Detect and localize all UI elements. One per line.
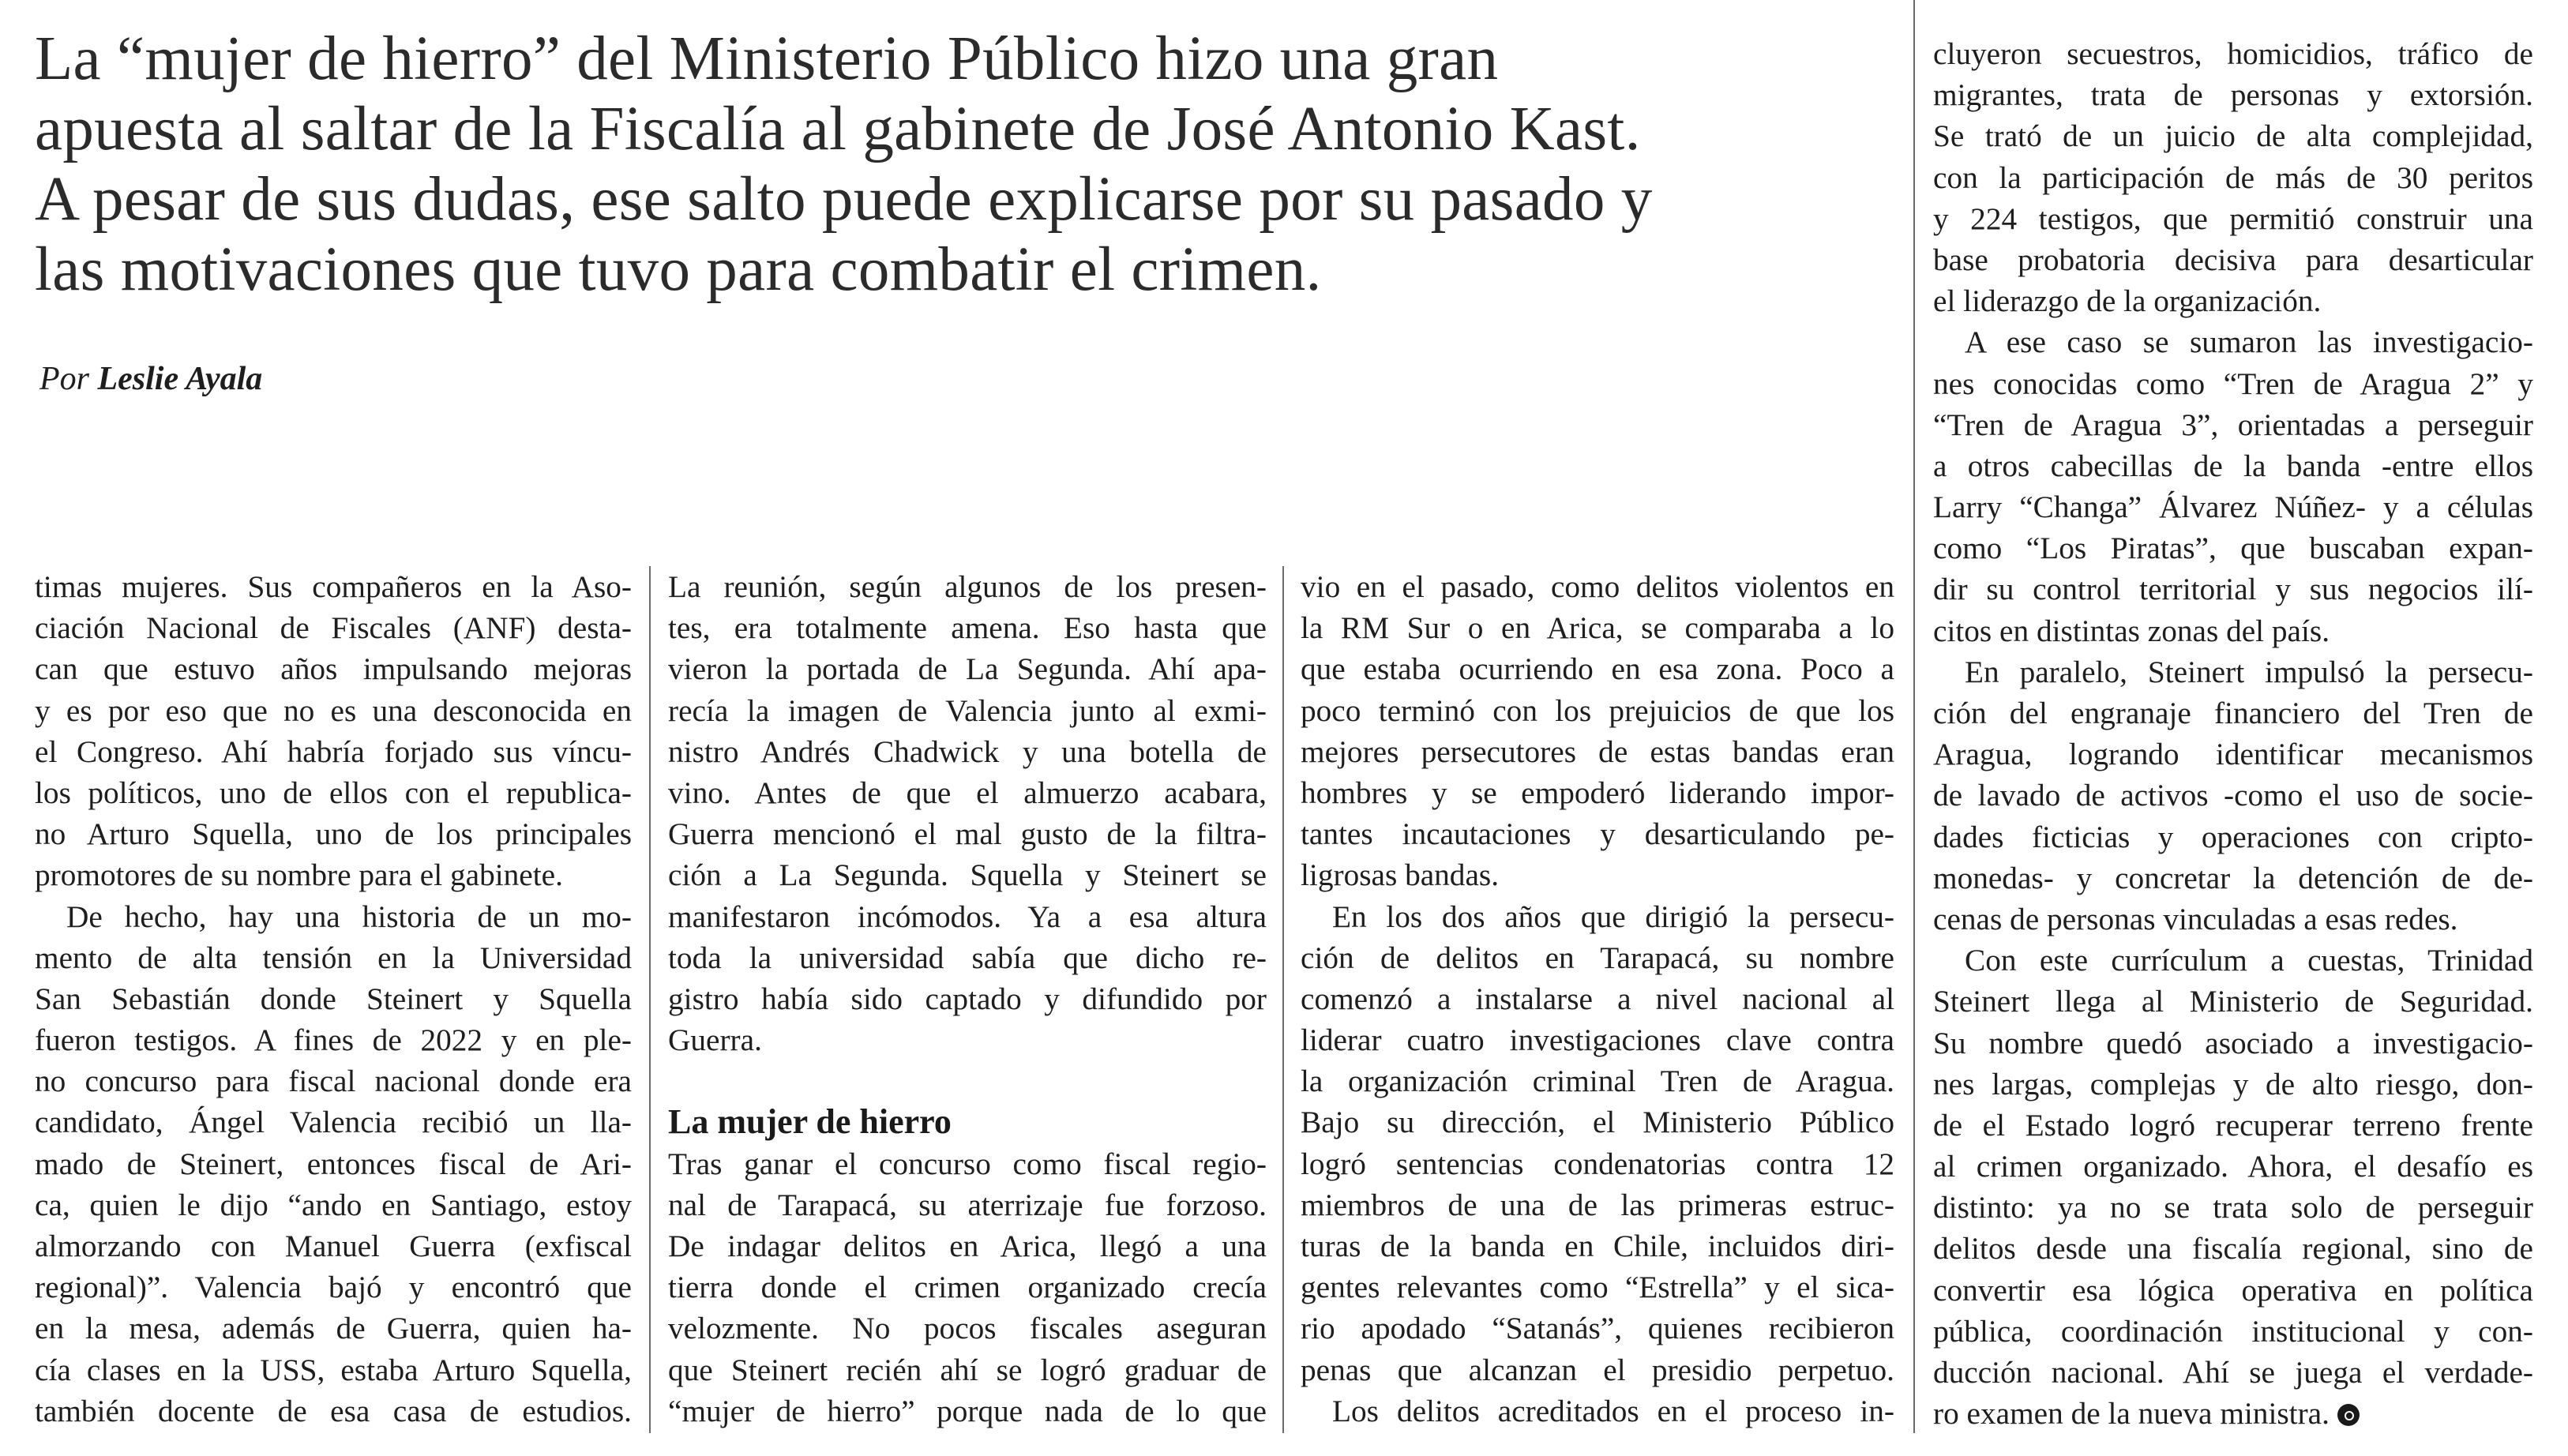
text-line: citos en distintas zonas del país. (1933, 613, 2330, 648)
text-line: Con este currículum a cuestas, Trinidad (1965, 943, 2533, 978)
text-line: de el Estado logró recuperar terreno frente (1933, 1107, 2533, 1143)
text-line: toda la universidad sabía que dicho re- (668, 940, 1267, 975)
text-line: fueron testigos. A fines de 2022 y en ple- (35, 1023, 632, 1058)
text-line: nes largas, complejas y de alto riesgo, don- (1933, 1066, 2533, 1101)
text-line: Su nombre quedó asociado a investigacio- (1933, 1025, 2533, 1060)
text-line: convertir esa lógica operativa en política (1933, 1272, 2533, 1308)
text-line: ción a La Segunda. Squella y Steinert se (668, 857, 1267, 893)
text-line: no Arturo Squella, uno de los principales (35, 816, 632, 852)
text-line: el liderazgo de la organización. (1933, 283, 2322, 319)
text-line: Tras ganar el concurso como fiscal regio- (668, 1146, 1267, 1181)
text-line: mento de alta tensión en la Universidad (35, 940, 632, 975)
text-line: velozmente. No pocos fiscales aseguran (668, 1311, 1267, 1346)
text-line: ducción nacional. Ahí se juega el verdade- (1933, 1355, 2533, 1390)
text-line: tantes incautaciones y desarticulando pe- (1301, 816, 1894, 852)
text-line: miembros de una de las primeras estruc- (1301, 1187, 1894, 1222)
column-divider (1913, 0, 1915, 1433)
byline-author: Leslie Ayala (97, 361, 263, 397)
text-line: cluyeron secuestros, homicidios, tráfico de (1933, 36, 2533, 71)
text-line: la RM Sur o en Arica, se comparaba a lo (1301, 610, 1894, 646)
column-divider (1282, 566, 1284, 1433)
text-line: can que estuvo años impulsando mejoras (35, 651, 632, 687)
text-line: gentes relevantes como “Estrella” y el sica- (1301, 1270, 1894, 1305)
text-line: nistro Andrés Chadwick y una botella de (668, 734, 1267, 769)
text-line: no concurso para fiscal nacional donde era (35, 1064, 632, 1099)
text-line: Bajo su dirección, el Ministerio Público (1301, 1105, 1894, 1140)
text-column-4 (1933, 33, 2533, 1434)
text-line: Steinert llega al Ministerio de Seguridad. (1933, 984, 2533, 1019)
text-line: gistro había sido captado y difundido por (668, 981, 1267, 1016)
text-line: rio apodado “Satanás”, quienes recibieron (1301, 1311, 1894, 1346)
text-line: pública, coordinación institucional y con- (1933, 1313, 2533, 1349)
text-line: poco terminó con los prejuicios de que los (1301, 692, 1894, 728)
text-line: vino. Antes de que el almuerzo acabara, (668, 775, 1267, 810)
text-line: tes, era totalmente amena. Eso hasta que (668, 610, 1267, 646)
text-line: que estaba ocurriendo en esa zona. Poco a (1301, 651, 1894, 687)
text-line: monedas- y concretar la detención de de- (1933, 860, 2533, 895)
text-line: timas mujeres. Sus compañeros en la Aso- (35, 569, 632, 604)
text-line: que Steinert recién ahí se logró graduar de (668, 1352, 1267, 1387)
text-line: vieron la portada de La Segunda. Ahí apa- (668, 651, 1267, 687)
end-of-article-icon (2337, 1404, 2360, 1426)
text-line: promotores de su nombre para el gabinete. (35, 857, 563, 893)
text-line: con la participación de más de 30 peritos (1933, 159, 2533, 195)
text-line: ligrosas bandas. (1301, 857, 1500, 893)
text-line: el Congreso. Ahí habría forjado sus víncu- (35, 734, 632, 769)
text-line: “mujer de hierro” porque nada de lo que (668, 1393, 1267, 1428)
text-line: y 224 testigos, que permitió construir una (1933, 201, 2533, 236)
text-line: comenzó a instalarse a nivel nacional al (1301, 981, 1894, 1016)
text-line: al crimen organizado. Ahora, el desafío es (1933, 1149, 2533, 1184)
text-line: En paralelo, Steinert impulsó la persecu- (1965, 654, 2533, 689)
section-spacer (668, 1060, 1267, 1101)
text-line: candidato, Ángel Valencia recibió un lla- (35, 1105, 632, 1140)
text-line: en la mesa, además de Guerra, quien ha- (35, 1311, 632, 1346)
text-line: Larry “Changa” Álvarez Núñez- y a células (1933, 490, 2533, 525)
deck-line: La “mujer de hierro” del Ministerio Público hizo una gran (35, 24, 1499, 93)
text-line: distinto: ya no se trata solo de perseguir (1933, 1190, 2533, 1225)
text-line: como “Los Piratas”, que buscaban expan- (1933, 531, 2533, 566)
text-line: cía clases en la USS, estaba Arturo Squella, (35, 1352, 632, 1387)
text-line: manifestaron incómodos. Ya a esa altura (668, 899, 1267, 934)
text-line: turas de la banda en Chile, incluidos diri- (1301, 1229, 1894, 1263)
text-line: A ese caso se sumaron las investigacio- (1965, 325, 2533, 360)
text-column-3 (1301, 566, 1894, 1432)
text-line: almorzando con Manuel Guerra (exfiscal (35, 1229, 632, 1263)
text-line: recía la imagen de Valencia junto al exmi- (668, 692, 1267, 728)
text-line: delitos desde una fiscalía regional, sino de (1933, 1231, 2533, 1266)
text-line: liderar cuatro investigaciones clave contra (1301, 1023, 1894, 1058)
text-line: Guerra. (668, 1023, 762, 1058)
section-heading: La mujer de hierro (668, 1102, 952, 1142)
text-line (1933, 1393, 2533, 1434)
deck-line: A pesar de sus dudas, ese salto puede explicarse por su pasado y (35, 165, 1653, 234)
deck-line: las motivaciones que tuvo para combatir el crimen. (35, 235, 1322, 304)
text-line: ción de delitos en Tarapacá, su nombre (1301, 940, 1894, 975)
text-line: y es por eso que no es una desconocida en (35, 692, 632, 728)
text-line: también docente de esa casa de estudios. (35, 1393, 632, 1428)
text-line: de lavado de activos -como el uso de socie- (1933, 778, 2533, 813)
text-line: Aragua, logrando identificar mecanismos (1933, 737, 2533, 772)
text-line: penas que alcanzan el presidio perpetuo. (1301, 1352, 1894, 1387)
text-line: migrantes, trata de personas y extorsión. (1933, 77, 2533, 113)
text-line: a otros cabecillas de la banda -entre ellos (1933, 448, 2533, 483)
text-line: Guerra mencionó el mal gusto de la filtra- (668, 816, 1267, 852)
text-line: mejores persecutores de estas bandas eran (1301, 734, 1894, 769)
text-line: ca, quien le dijo “ando en Santiago, estoy (35, 1187, 632, 1222)
text-line: ción del engranaje financiero del Tren de (1933, 696, 2533, 730)
text-line: regional)”. Valencia bajó y encontró que (35, 1270, 632, 1305)
text-line: La reunión, según algunos de los presen- (668, 569, 1267, 604)
last-line-text: ro examen de la nueva ministra. (1933, 1396, 2330, 1432)
text-line: Se trató de un juicio de alta complejidad, (1933, 118, 2533, 154)
text-line: tierra donde el crimen organizado crecía (668, 1270, 1267, 1305)
byline-prefix: Por (39, 361, 89, 397)
text-line: dir su control territorial y sus negocios ilí- (1933, 572, 2533, 607)
text-line: la organización criminal Tren de Aragua. (1301, 1064, 1894, 1099)
text-line: vio en el pasado, como delitos violentos en (1301, 569, 1894, 604)
text-line: base probatoria decisiva para desarticular (1933, 242, 2533, 277)
column-divider (649, 566, 651, 1433)
text-line: logró sentencias condenatorias contra 12 (1301, 1146, 1894, 1181)
text-line: hombres y se empoderó liderando impor- (1301, 775, 1894, 810)
text-line: nal de Tarapacá, su aterrizaje fue forzoso. (668, 1187, 1267, 1222)
text-line: En los dos años que dirigió la persecu- (1332, 899, 1894, 934)
text-line: De hecho, hay una historia de un mo- (66, 899, 632, 934)
text-line: San Sebastián donde Steinert y Squella (35, 981, 632, 1016)
text-line: Los delitos acreditados en el proceso in- (1332, 1393, 1894, 1428)
text-line: nes conocidas como “Tren de Aragua 2” y (1933, 366, 2533, 401)
text-line: De indagar delitos en Arica, llegó a una (668, 1229, 1267, 1263)
text-column-1 (35, 566, 632, 1432)
byline (39, 360, 262, 398)
text-line: dades ficticias y operaciones con cripto- (1933, 819, 2533, 854)
text-line: mado de Steinert, entonces fiscal de Ari- (35, 1146, 632, 1181)
text-line: “Tren de Aragua 3”, orientadas a perseguir (1933, 407, 2533, 442)
text-line: ciación Nacional de Fiscales (ANF) desta- (35, 610, 632, 646)
text-column-2 (668, 566, 1267, 1432)
text-line: cenas de personas vinculadas a esas redes. (1933, 901, 2458, 936)
text-line: los políticos, uno de ellos con el republica- (35, 775, 632, 810)
article-deck (35, 24, 1883, 305)
deck-line: apuesta al saltar de la Fiscalía al gabinete de José Antonio Kast. (35, 95, 1641, 163)
